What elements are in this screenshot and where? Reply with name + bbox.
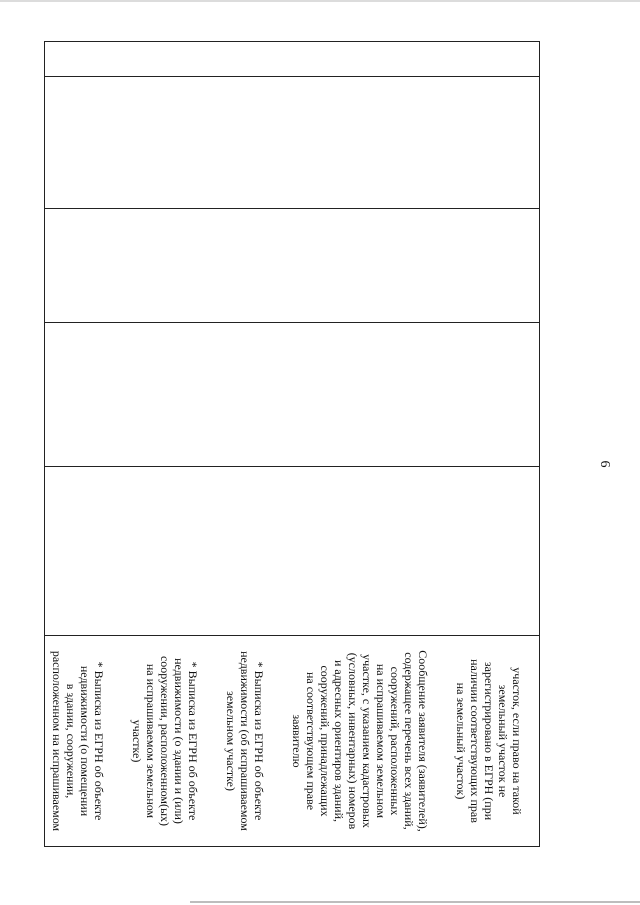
text-block: * Выписка из ЕГРН об объекте недвижимости (об испрашиваемом земельном участке) <box>224 651 266 831</box>
text-block: * Выписка из ЕГРН об объекте недвижимости (о помещении в здании, сооружении, расположенном на испрашиваемом <box>50 650 106 832</box>
scan-edge-top <box>0 0 640 2</box>
table-cell-empty-3 <box>44 322 540 466</box>
table-header-cell <box>44 41 540 76</box>
table-cell-empty-1 <box>44 76 540 208</box>
text-block: Сообщение заявителя (заявителей), содержащее перечень всех зданий, сооружений, расположенных на испрашиваемом земельном участке, с указанием кадастровых (условных, инвентарных) номеров и адресных ориентиров зданий, сооружений, принадлежащих на соответствующем праве заявителю <box>290 650 430 832</box>
text-block: * Выписка из ЕГРН об объекте недвижимости (о здании и (или) сооружении, расположенном(ых) на испрашиваемом земельном участке) <box>130 655 200 827</box>
document-list-text <box>46 637 538 845</box>
table-cell-document-list <box>44 635 540 847</box>
text-block: участок, если право на такой земельный участок не зарегистрировано в ЕГРН (при наличии соответствующих прав на земельный участок) <box>454 659 524 823</box>
table-cell-empty-4 <box>44 466 540 635</box>
table-cell-empty-2 <box>44 208 540 322</box>
scan-edge-bottom <box>190 901 640 903</box>
page-number: 6 <box>597 460 612 468</box>
